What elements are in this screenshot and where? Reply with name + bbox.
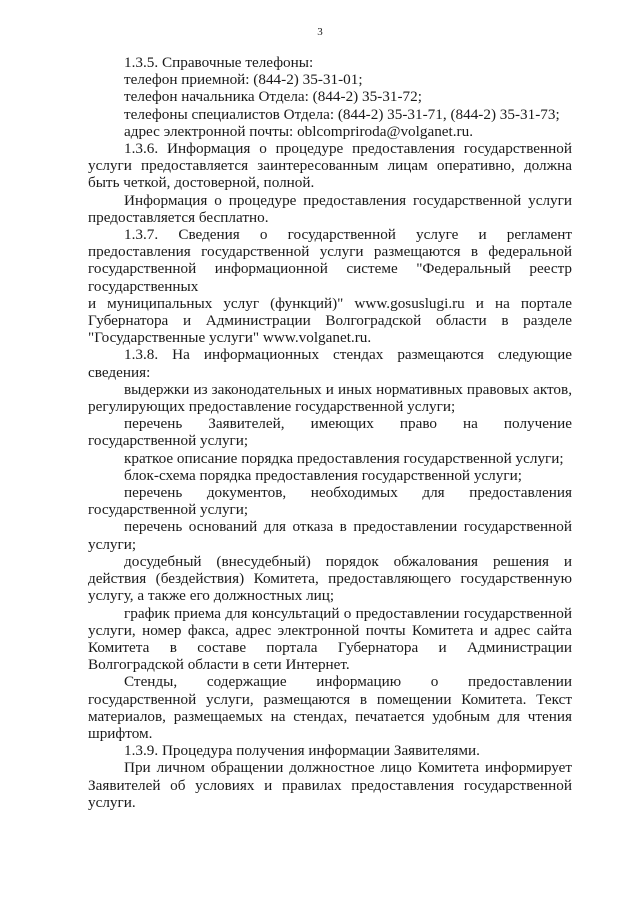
personal-visit-paragraph: При личном обращении должностное лицо Комитета информирует Заявителей об условиях и правилах предоставления государственной услуги. xyxy=(88,759,572,811)
section-1-3-7-continuation: и муниципальных услуг (функций)" www.gosuslugi.ru и на портале Губернатора и Администрации Волгоградской области в разделе "Государственные услуги" www.volganet.ru. xyxy=(88,294,572,347)
email-address: адрес электронной почты: oblcompriroda@volganet.ru. xyxy=(124,122,474,140)
reception-phone: телефон приемной: (844-2) 35-31-01; xyxy=(124,71,363,89)
document-body xyxy=(88,54,572,811)
head-phone: телефон начальника Отдела: (844-2) 35-31-72; xyxy=(124,88,422,106)
stands-paragraph: Стенды, содержащие информацию о предоставлении государственной услуги, размещаются в помещении Комитета. Текст материалов, размещаемых на стендах, печатается удобным для чтения шрифтом. xyxy=(88,673,572,742)
free-of-charge-paragraph: Информация о процедуре предоставления государственной услуги предоставляется бесплатно. xyxy=(88,191,572,226)
list-item-refusal-grounds: перечень оснований для отказа в предоставлении государственной услуги; xyxy=(88,518,572,553)
list-item-legal-acts: выдержки из законодательных и иных нормативных правовых актов, регулирующих предоставление государственной услуги; xyxy=(88,380,572,416)
section-1-3-7-paragraph: 1.3.7. Сведения о государственной услуге и регламент предоставления государственной услуги размещаются в федеральной государственной информационной системе "Федеральный реестр государственных xyxy=(88,226,572,295)
section-1-3-9-heading: 1.3.9. Процедура получения информации Заявителями. xyxy=(124,742,480,760)
section-1-3-5-heading: 1.3.5. Справочные телефоны: xyxy=(124,54,314,71)
list-item-procedure-description: краткое описание порядка предоставления государственной услуги; xyxy=(124,449,564,467)
list-item-reception-schedule: график приема для консультаций о предоставлении государственной услуги, номер факса, адрес электронной почты Комитета и адрес сайта Комитета в составе портала Губернатора и Администрации Волгоградской области в сети Интернет. xyxy=(88,604,572,674)
section-1-3-6-paragraph: 1.3.6. Информация о процедуре предоставления государственной услуги предоставляется заинтересованным лицам оперативно, должна быть четкой, достоверной, полной. xyxy=(88,140,572,192)
page-number: 3 xyxy=(317,26,323,38)
list-item-appeal-procedure: досудебный (внесудебный) порядок обжалования решения и действия (бездействия) Комитета, предоставляющего государственную услугу, а также его должностных лиц; xyxy=(88,552,572,605)
list-item-flowchart: блок-схема порядка предоставления государственной услуги; xyxy=(124,466,522,484)
specialists-phones: телефоны специалистов Отдела: (844-2) 35-31-71, (844-2) 35-31-73; xyxy=(124,105,560,123)
list-item-documents: перечень документов, необходимых для предоставления государственной услуги; xyxy=(88,484,572,519)
section-1-3-8-paragraph: 1.3.8. На информационных стендах размещаются следующие сведения: xyxy=(88,346,572,381)
list-item-applicants: перечень Заявителей, имеющих право на получение государственной услуги; xyxy=(88,415,572,450)
